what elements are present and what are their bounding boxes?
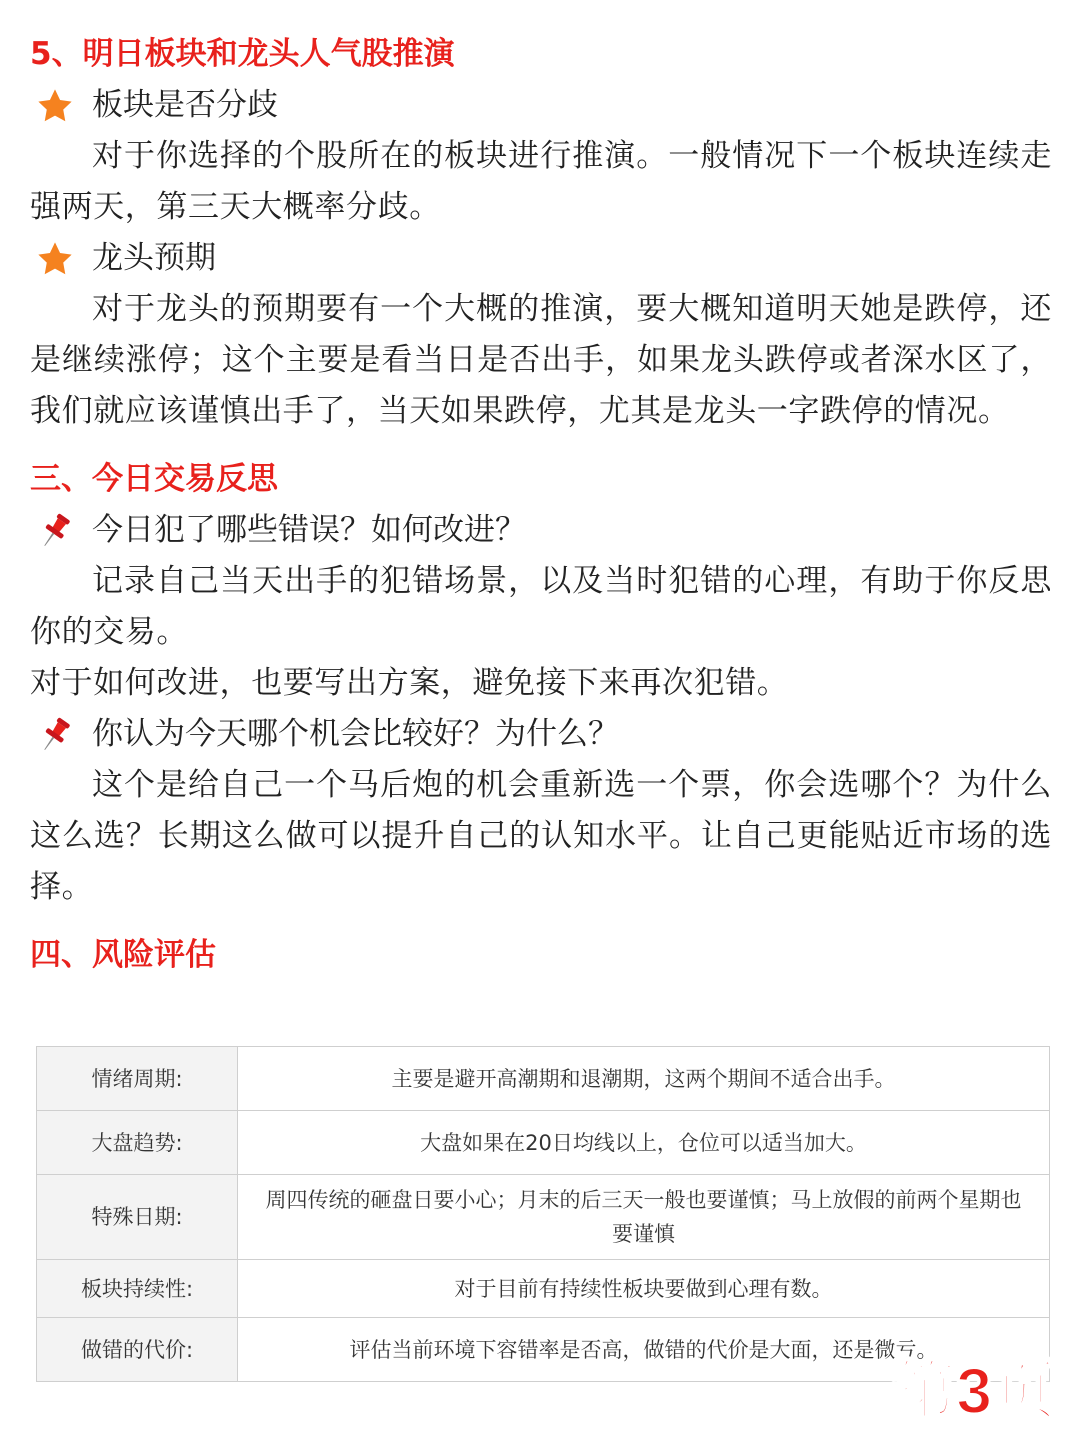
row-value: 主要是避开高潮期和退潮期，这两个期间不适合出手。: [238, 1047, 1050, 1111]
paragraph-leader-expectation: 对于龙头的预期要有一个大概的推演，要大概知道明天她是跌停，还是继续涨停；这个主要是看当日是否出手，如果龙头跌停或者深水区了，我们就应该谨慎出手了，当天如果跌停，尤其是龙头一字跌停的情况。: [30, 291, 1052, 429]
section-heading-tomorrow-forecast: 5、明日板块和龙头人气股推演: [30, 36, 455, 72]
star-icon: [30, 86, 80, 126]
row-label: 情绪周期:: [37, 1047, 238, 1111]
subheading-label: 板块是否分歧: [92, 87, 278, 123]
table-row: [37, 1175, 1050, 1260]
pushpin-icon: [30, 715, 80, 755]
paragraph-best-opportunity: 这个是给自己一个马后炮的机会重新选一个票，你会选哪个？为什么这么选？长期这么做可以提升自己的认知水平。让自己更能贴近市场的选择。: [30, 767, 1052, 905]
paragraph-mistakes: 记录自己当天出手的犯错场景，以及当时犯错的心理，有助于你反思你的交易。: [30, 563, 1052, 650]
subheading-sector-divergence: [30, 80, 1052, 131]
row-label: 大盘趋势:: [37, 1111, 238, 1175]
subheading-label: 你认为今天哪个机会比较好？为什么？: [92, 716, 619, 752]
paragraph-improvement: 对于如何改进，也要写出方案，避免接下来再次犯错。: [30, 665, 789, 701]
table-row: [37, 1111, 1050, 1175]
row-label: 做错的代价:: [37, 1318, 238, 1382]
row-value: 大盘如果在20日均线以上，仓位可以适当加大。: [238, 1111, 1050, 1175]
subheading-label: 今日犯了哪些错误？如何改进？: [92, 512, 526, 548]
risk-assessment-table: [36, 1046, 1050, 1382]
article-body: [30, 28, 1052, 981]
row-value: 周四传统的砸盘日要小心；月末的后三天一般也要谨慎；马上放假的前两个星期也要谨慎: [238, 1175, 1050, 1260]
subheading-leader-expectation: [30, 233, 1052, 284]
section-heading-risk-assessment: 四、风险评估: [30, 937, 216, 973]
table-row: [37, 1260, 1050, 1318]
paragraph-sector-divergence: 对于你选择的个股所在的板块进行推演。一般情况下一个板块连续走强两天，第三天大概率分歧。: [30, 138, 1052, 225]
star-icon: [30, 239, 80, 279]
table-row: [37, 1047, 1050, 1111]
subheading-best-opportunity: [30, 709, 1052, 760]
row-label: 特殊日期:: [37, 1175, 238, 1260]
row-label: 板块持续性:: [37, 1260, 238, 1318]
pushpin-icon: [30, 511, 80, 551]
subheading-label: 龙头预期: [92, 240, 216, 276]
row-value: 对于目前有持续性板块要做到心理有数。: [238, 1260, 1050, 1318]
subheading-mistakes: [30, 505, 1052, 556]
page-number-tag: 第3页: [892, 1355, 1056, 1427]
section-heading-trade-reflection: 三、今日交易反思: [30, 461, 278, 497]
row-value: 评估当前环境下容错率是否高，做错的代价是大面，还是微亏。: [238, 1318, 1050, 1382]
